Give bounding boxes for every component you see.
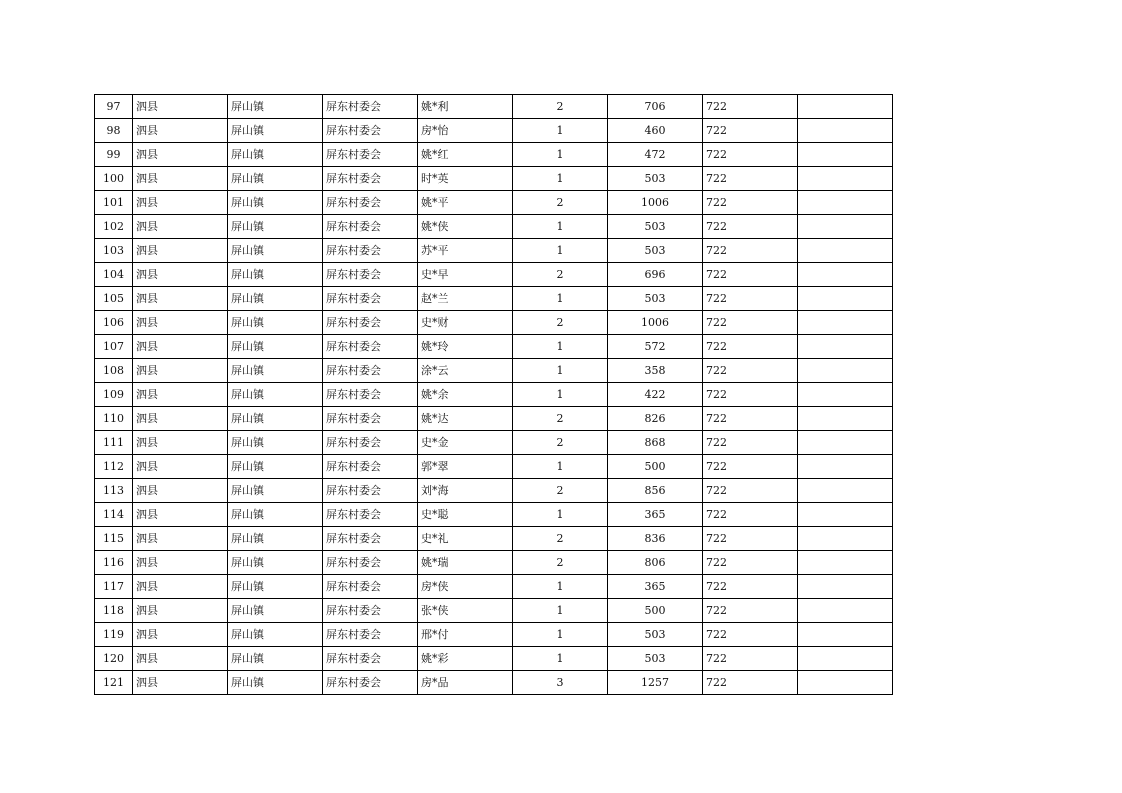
household-count-cell: 2 xyxy=(513,191,608,215)
village-committee-cell: 屏东村委会 xyxy=(323,407,418,431)
note-cell xyxy=(798,551,893,575)
row-number-cell: 107 xyxy=(95,335,133,359)
town-cell: 屏山镇 xyxy=(228,647,323,671)
town-cell: 屏山镇 xyxy=(228,407,323,431)
table-row xyxy=(95,311,893,335)
person-name-cell: 姚*平 xyxy=(418,191,513,215)
town-cell: 屏山镇 xyxy=(228,311,323,335)
row-number-cell: 104 xyxy=(95,263,133,287)
town-cell: 屏山镇 xyxy=(228,287,323,311)
table-row xyxy=(95,575,893,599)
person-name-cell: 姚*彩 xyxy=(418,647,513,671)
amount-cell: 422 xyxy=(608,383,703,407)
note-cell xyxy=(798,119,893,143)
person-name-cell: 史*财 xyxy=(418,311,513,335)
town-cell: 屏山镇 xyxy=(228,431,323,455)
standard-cell: 722 xyxy=(703,287,798,311)
note-cell xyxy=(798,647,893,671)
amount-cell: 365 xyxy=(608,575,703,599)
county-cell: 泗县 xyxy=(133,599,228,623)
county-cell: 泗县 xyxy=(133,623,228,647)
standard-cell: 722 xyxy=(703,431,798,455)
standard-cell: 722 xyxy=(703,263,798,287)
amount-cell: 1257 xyxy=(608,671,703,695)
note-cell xyxy=(798,311,893,335)
table-row xyxy=(95,263,893,287)
row-number-cell: 119 xyxy=(95,623,133,647)
table-row xyxy=(95,551,893,575)
note-cell xyxy=(798,239,893,263)
village-committee-cell: 屏东村委会 xyxy=(323,167,418,191)
village-committee-cell: 屏东村委会 xyxy=(323,335,418,359)
county-cell: 泗县 xyxy=(133,431,228,455)
row-number-cell: 113 xyxy=(95,479,133,503)
household-count-cell: 2 xyxy=(513,95,608,119)
row-number-cell: 105 xyxy=(95,287,133,311)
row-number-cell: 99 xyxy=(95,143,133,167)
standard-cell: 722 xyxy=(703,455,798,479)
village-committee-cell: 屏东村委会 xyxy=(323,551,418,575)
row-number-cell: 108 xyxy=(95,359,133,383)
village-committee-cell: 屏东村委会 xyxy=(323,215,418,239)
household-count-cell: 2 xyxy=(513,311,608,335)
household-count-cell: 1 xyxy=(513,167,608,191)
standard-cell: 722 xyxy=(703,503,798,527)
county-cell: 泗县 xyxy=(133,167,228,191)
village-committee-cell: 屏东村委会 xyxy=(323,287,418,311)
note-cell xyxy=(798,143,893,167)
county-cell: 泗县 xyxy=(133,671,228,695)
village-committee-cell: 屏东村委会 xyxy=(323,95,418,119)
county-cell: 泗县 xyxy=(133,479,228,503)
household-count-cell: 1 xyxy=(513,119,608,143)
household-count-cell: 1 xyxy=(513,599,608,623)
person-name-cell: 姚*达 xyxy=(418,407,513,431)
person-name-cell: 房*品 xyxy=(418,671,513,695)
town-cell: 屏山镇 xyxy=(228,551,323,575)
note-cell xyxy=(798,575,893,599)
village-committee-cell: 屏东村委会 xyxy=(323,191,418,215)
note-cell xyxy=(798,215,893,239)
row-number-cell: 103 xyxy=(95,239,133,263)
note-cell xyxy=(798,191,893,215)
amount-cell: 868 xyxy=(608,431,703,455)
town-cell: 屏山镇 xyxy=(228,215,323,239)
standard-cell: 722 xyxy=(703,167,798,191)
amount-cell: 826 xyxy=(608,407,703,431)
town-cell: 屏山镇 xyxy=(228,503,323,527)
county-cell: 泗县 xyxy=(133,143,228,167)
note-cell xyxy=(798,431,893,455)
standard-cell: 722 xyxy=(703,647,798,671)
amount-cell: 503 xyxy=(608,647,703,671)
table-row xyxy=(95,215,893,239)
county-cell: 泗县 xyxy=(133,407,228,431)
village-committee-cell: 屏东村委会 xyxy=(323,623,418,647)
village-committee-cell: 屏东村委会 xyxy=(323,647,418,671)
household-count-cell: 2 xyxy=(513,263,608,287)
town-cell: 屏山镇 xyxy=(228,239,323,263)
standard-cell: 722 xyxy=(703,191,798,215)
table-row xyxy=(95,95,893,119)
note-cell xyxy=(798,407,893,431)
table-row xyxy=(95,383,893,407)
person-name-cell: 房*侠 xyxy=(418,575,513,599)
town-cell: 屏山镇 xyxy=(228,599,323,623)
standard-cell: 722 xyxy=(703,311,798,335)
county-cell: 泗县 xyxy=(133,335,228,359)
village-committee-cell: 屏东村委会 xyxy=(323,239,418,263)
county-cell: 泗县 xyxy=(133,287,228,311)
standard-cell: 722 xyxy=(703,671,798,695)
village-committee-cell: 屏东村委会 xyxy=(323,143,418,167)
standard-cell: 722 xyxy=(703,335,798,359)
amount-cell: 1006 xyxy=(608,311,703,335)
household-count-cell: 1 xyxy=(513,383,608,407)
household-count-cell: 2 xyxy=(513,431,608,455)
person-name-cell: 时*英 xyxy=(418,167,513,191)
household-count-cell: 3 xyxy=(513,671,608,695)
row-number-cell: 101 xyxy=(95,191,133,215)
person-name-cell: 房*怡 xyxy=(418,119,513,143)
note-cell xyxy=(798,383,893,407)
standard-cell: 722 xyxy=(703,407,798,431)
person-name-cell: 姚*侠 xyxy=(418,215,513,239)
county-cell: 泗县 xyxy=(133,359,228,383)
household-count-cell: 1 xyxy=(513,215,608,239)
household-count-cell: 2 xyxy=(513,407,608,431)
town-cell: 屏山镇 xyxy=(228,455,323,479)
village-committee-cell: 屏东村委会 xyxy=(323,383,418,407)
amount-cell: 856 xyxy=(608,479,703,503)
standard-cell: 722 xyxy=(703,95,798,119)
note-cell xyxy=(798,671,893,695)
town-cell: 屏山镇 xyxy=(228,383,323,407)
town-cell: 屏山镇 xyxy=(228,143,323,167)
household-count-cell: 1 xyxy=(513,503,608,527)
person-name-cell: 邢*付 xyxy=(418,623,513,647)
amount-cell: 696 xyxy=(608,263,703,287)
person-name-cell: 苏*平 xyxy=(418,239,513,263)
county-cell: 泗县 xyxy=(133,239,228,263)
amount-cell: 836 xyxy=(608,527,703,551)
table-row xyxy=(95,503,893,527)
household-count-cell: 2 xyxy=(513,551,608,575)
note-cell xyxy=(798,599,893,623)
note-cell xyxy=(798,95,893,119)
household-count-cell: 1 xyxy=(513,575,608,599)
row-number-cell: 100 xyxy=(95,167,133,191)
town-cell: 屏山镇 xyxy=(228,263,323,287)
village-committee-cell: 屏东村委会 xyxy=(323,263,418,287)
town-cell: 屏山镇 xyxy=(228,191,323,215)
household-count-cell: 1 xyxy=(513,287,608,311)
note-cell xyxy=(798,455,893,479)
row-number-cell: 102 xyxy=(95,215,133,239)
county-cell: 泗县 xyxy=(133,95,228,119)
village-committee-cell: 屏东村委会 xyxy=(323,599,418,623)
county-cell: 泗县 xyxy=(133,503,228,527)
note-cell xyxy=(798,479,893,503)
row-number-cell: 110 xyxy=(95,407,133,431)
table-row xyxy=(95,527,893,551)
town-cell: 屏山镇 xyxy=(228,527,323,551)
amount-cell: 572 xyxy=(608,335,703,359)
row-number-cell: 111 xyxy=(95,431,133,455)
county-cell: 泗县 xyxy=(133,551,228,575)
standard-cell: 722 xyxy=(703,143,798,167)
table-row xyxy=(95,143,893,167)
county-cell: 泗县 xyxy=(133,527,228,551)
table-row xyxy=(95,119,893,143)
person-name-cell: 姚*利 xyxy=(418,95,513,119)
household-count-cell: 2 xyxy=(513,527,608,551)
village-committee-cell: 屏东村委会 xyxy=(323,359,418,383)
county-cell: 泗县 xyxy=(133,383,228,407)
town-cell: 屏山镇 xyxy=(228,359,323,383)
row-number-cell: 109 xyxy=(95,383,133,407)
person-name-cell: 姚*红 xyxy=(418,143,513,167)
county-cell: 泗县 xyxy=(133,575,228,599)
table-row xyxy=(95,167,893,191)
table-row xyxy=(95,599,893,623)
row-number-cell: 114 xyxy=(95,503,133,527)
village-committee-cell: 屏东村委会 xyxy=(323,431,418,455)
village-committee-cell: 屏东村委会 xyxy=(323,503,418,527)
town-cell: 屏山镇 xyxy=(228,623,323,647)
village-committee-cell: 屏东村委会 xyxy=(323,479,418,503)
row-number-cell: 115 xyxy=(95,527,133,551)
row-number-cell: 117 xyxy=(95,575,133,599)
person-name-cell: 涂*云 xyxy=(418,359,513,383)
note-cell xyxy=(798,287,893,311)
person-name-cell: 姚*瑞 xyxy=(418,551,513,575)
standard-cell: 722 xyxy=(703,359,798,383)
note-cell xyxy=(798,167,893,191)
town-cell: 屏山镇 xyxy=(228,95,323,119)
row-number-cell: 120 xyxy=(95,647,133,671)
row-number-cell: 118 xyxy=(95,599,133,623)
county-cell: 泗县 xyxy=(133,191,228,215)
table-row xyxy=(95,191,893,215)
person-name-cell: 史*礼 xyxy=(418,527,513,551)
standard-cell: 722 xyxy=(703,527,798,551)
town-cell: 屏山镇 xyxy=(228,479,323,503)
county-cell: 泗县 xyxy=(133,263,228,287)
town-cell: 屏山镇 xyxy=(228,575,323,599)
standard-cell: 722 xyxy=(703,479,798,503)
table-row xyxy=(95,431,893,455)
table-row xyxy=(95,455,893,479)
standard-cell: 722 xyxy=(703,599,798,623)
row-number-cell: 97 xyxy=(95,95,133,119)
town-cell: 屏山镇 xyxy=(228,671,323,695)
household-count-cell: 1 xyxy=(513,335,608,359)
standard-cell: 722 xyxy=(703,575,798,599)
table-row xyxy=(95,647,893,671)
person-name-cell: 刘*海 xyxy=(418,479,513,503)
table-row xyxy=(95,623,893,647)
row-number-cell: 121 xyxy=(95,671,133,695)
note-cell xyxy=(798,527,893,551)
person-name-cell: 史*金 xyxy=(418,431,513,455)
note-cell xyxy=(798,623,893,647)
person-name-cell: 姚*玲 xyxy=(418,335,513,359)
row-number-cell: 112 xyxy=(95,455,133,479)
county-cell: 泗县 xyxy=(133,119,228,143)
person-name-cell: 史*早 xyxy=(418,263,513,287)
village-committee-cell: 屏东村委会 xyxy=(323,671,418,695)
row-number-cell: 116 xyxy=(95,551,133,575)
amount-cell: 503 xyxy=(608,167,703,191)
village-committee-cell: 屏东村委会 xyxy=(323,527,418,551)
amount-cell: 460 xyxy=(608,119,703,143)
note-cell xyxy=(798,263,893,287)
row-number-cell: 106 xyxy=(95,311,133,335)
standard-cell: 722 xyxy=(703,383,798,407)
village-committee-cell: 屏东村委会 xyxy=(323,119,418,143)
person-name-cell: 赵*兰 xyxy=(418,287,513,311)
standard-cell: 722 xyxy=(703,119,798,143)
standard-cell: 722 xyxy=(703,623,798,647)
town-cell: 屏山镇 xyxy=(228,119,323,143)
county-cell: 泗县 xyxy=(133,455,228,479)
table-row xyxy=(95,407,893,431)
note-cell xyxy=(798,503,893,527)
household-count-cell: 1 xyxy=(513,359,608,383)
table-row xyxy=(95,239,893,263)
note-cell xyxy=(798,335,893,359)
household-count-cell: 1 xyxy=(513,623,608,647)
amount-cell: 503 xyxy=(608,287,703,311)
standard-cell: 722 xyxy=(703,551,798,575)
amount-cell: 503 xyxy=(608,215,703,239)
amount-cell: 472 xyxy=(608,143,703,167)
town-cell: 屏山镇 xyxy=(228,167,323,191)
standard-cell: 722 xyxy=(703,215,798,239)
household-count-cell: 1 xyxy=(513,239,608,263)
village-committee-cell: 屏东村委会 xyxy=(323,311,418,335)
household-count-cell: 2 xyxy=(513,479,608,503)
amount-cell: 503 xyxy=(608,623,703,647)
county-cell: 泗县 xyxy=(133,311,228,335)
amount-cell: 503 xyxy=(608,239,703,263)
household-count-cell: 1 xyxy=(513,455,608,479)
standard-cell: 722 xyxy=(703,239,798,263)
amount-cell: 358 xyxy=(608,359,703,383)
table-row xyxy=(95,671,893,695)
person-name-cell: 张*侠 xyxy=(418,599,513,623)
amount-cell: 1006 xyxy=(608,191,703,215)
village-committee-cell: 屏东村委会 xyxy=(323,455,418,479)
county-cell: 泗县 xyxy=(133,215,228,239)
county-cell: 泗县 xyxy=(133,647,228,671)
village-committee-cell: 屏东村委会 xyxy=(323,575,418,599)
table-row xyxy=(95,335,893,359)
person-name-cell: 姚*余 xyxy=(418,383,513,407)
row-number-cell: 98 xyxy=(95,119,133,143)
amount-cell: 806 xyxy=(608,551,703,575)
household-count-cell: 1 xyxy=(513,143,608,167)
table-row xyxy=(95,359,893,383)
amount-cell: 706 xyxy=(608,95,703,119)
table-body xyxy=(95,95,893,695)
table-row xyxy=(95,479,893,503)
table-row xyxy=(95,287,893,311)
household-count-cell: 1 xyxy=(513,647,608,671)
town-cell: 屏山镇 xyxy=(228,335,323,359)
amount-cell: 365 xyxy=(608,503,703,527)
amount-cell: 500 xyxy=(608,455,703,479)
person-name-cell: 郭*翠 xyxy=(418,455,513,479)
amount-cell: 500 xyxy=(608,599,703,623)
note-cell xyxy=(798,359,893,383)
beneficiary-table xyxy=(94,94,893,695)
person-name-cell: 史*聪 xyxy=(418,503,513,527)
